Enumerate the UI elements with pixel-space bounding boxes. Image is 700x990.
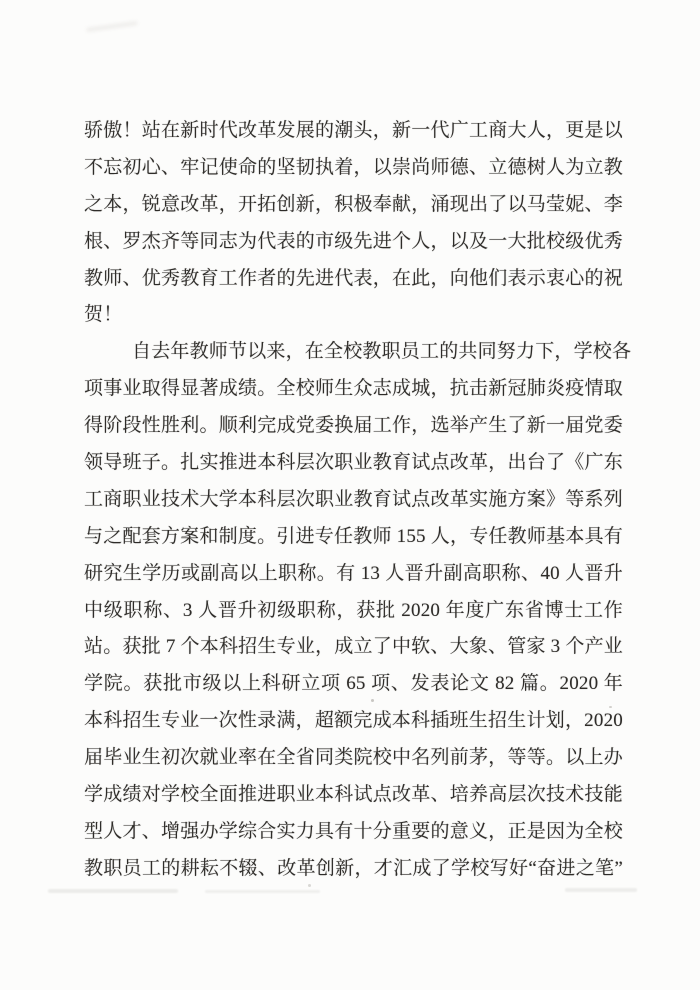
text-line: 不忘初心、牢记使命的坚韧执着，以崇尚师德、立德树人为立教	[84, 156, 623, 178]
text-line: 学成绩对学校全面推进职业本科试点改革、培养高层次技术技能	[84, 784, 623, 806]
scan-smudge	[86, 20, 138, 32]
text-line: 教师、优秀教育工作者的先进代表，在此，向他们表示衷心的祝	[84, 267, 623, 289]
text-line: 本科招生专业一次性录满，超额完成本科插班生招生计划，2020	[84, 710, 623, 732]
scan-smudge	[565, 888, 637, 892]
text-line: 届毕业生初次就业率在全省同类院校中名列前茅，等等。以上办	[84, 747, 623, 769]
text-line: 骄傲！站在新时代改革发展的潮头，新一代广工商大人，更是以	[84, 120, 623, 141]
text-line: 自去年教师节以来，在全校教职员工的共同努力下，学校各	[132, 341, 632, 363]
text-line: 教职员工的耕耘不辍、改革创新，才汇成了学校写好“奋进之笔”	[84, 857, 623, 879]
text-line: 学院。获批市级以上科研立项 65 项、发表论文 82 篇。2020 年	[84, 673, 623, 695]
text-line: 根、罗杰齐等同志为代表的市级先进个人，以及一大批校级优秀	[84, 230, 623, 252]
text-line: 贺！	[84, 304, 123, 326]
scan-smudge	[48, 889, 178, 893]
text-line: 工商职业技术大学本科层次职业教育试点改革实施方案》等系列	[84, 488, 623, 510]
text-line: 项事业取得显著成绩。全校师生众志成城，抗击新冠肺炎疫情取	[84, 378, 623, 400]
text-line: 型人才、增强办学综合实力具有十分重要的意义，正是因为全校	[84, 820, 623, 842]
text-line: 得阶段性胜利。顺利完成党委换届工作，选举产生了新一届党委	[84, 415, 623, 437]
text-line: 之本，锐意改革，开拓创新，积极奉献，涌现出了以马莹妮、李	[84, 193, 623, 215]
document-text-block	[84, 113, 632, 888]
text-line: 研究生学历或副高以上职称。有 13 人晋升副高职称、40 人晋升	[84, 562, 623, 584]
scan-smudge	[205, 890, 320, 893]
text-line: 领导班子。扎实推进本科层次职业教育试点改革，出台了《广东	[84, 452, 623, 474]
text-line: 站。获批 7 个本科招生专业，成立了中软、大象、管家 3 个产业	[84, 636, 623, 658]
text-line: 中级职称、3 人晋升初级职称，获批 2020 年度广东省博士工作	[84, 599, 623, 621]
text-line: 与之配套方案和制度。引进专任教师 155 人，专任教师基本具有	[84, 525, 623, 547]
